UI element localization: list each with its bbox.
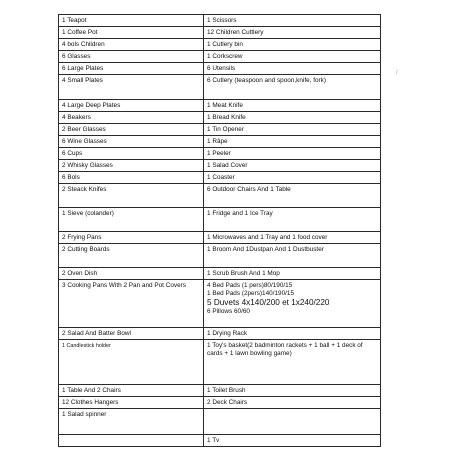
table-cell-left: 12 Clothes Hangers	[59, 397, 204, 409]
table-cell-right: 1 Meat Knife	[204, 100, 381, 112]
table-row	[59, 148, 381, 160]
table-cell-right	[204, 280, 381, 328]
table-row	[59, 232, 381, 244]
table-row	[59, 100, 381, 112]
table-cell-left: 4 bols Children	[59, 39, 204, 51]
table-cell-left: 6 Glasses	[59, 51, 204, 63]
table-cell-right: 1 Broom And 1Dustpan And 1 Dustbuster	[204, 244, 381, 268]
table-row	[59, 208, 381, 232]
table-row	[59, 112, 381, 124]
table-cell-right: 1 Cutlery bin	[204, 39, 381, 51]
table-cell-right: 12 Children Cuttlery	[204, 27, 381, 39]
table-cell-left: 6 Cups	[59, 148, 204, 160]
table-cell-left: 2 Beer Glasses	[59, 124, 204, 136]
table-cell-left: 1 Teapot	[59, 15, 204, 27]
table-cell-left: 3 Cooking Pans With 2 Pan and Pot Covers	[59, 280, 204, 328]
table-cell-right	[204, 409, 381, 435]
table-cell-left: 4 Large Deep Plates	[59, 100, 204, 112]
table-cell-right: 1 Scissors	[204, 15, 381, 27]
table-row	[59, 15, 381, 27]
table-row	[59, 39, 381, 51]
table-row	[59, 385, 381, 397]
table-cell-left: 2 Whisky Glasses	[59, 160, 204, 172]
table-cell-left: 2 Oven Dish	[59, 268, 204, 280]
table-cell-left: 1 Table And 2 Chairs	[59, 385, 204, 397]
table-row	[59, 268, 381, 280]
table-row	[59, 136, 381, 148]
table-row	[59, 244, 381, 268]
table-row	[59, 340, 381, 385]
table-cell-left: 2 Cutting Boards	[59, 244, 204, 268]
table-cell-left: 4 Small Plates	[59, 75, 204, 100]
table-cell-left: 6 Large Plates	[59, 63, 204, 75]
table-row	[59, 328, 381, 340]
table-cell-right: 1 Drying Rack	[204, 328, 381, 340]
table-cell-left: 1 Sieve (colander)	[59, 208, 204, 232]
table-cell-right: 1 Fridge and 1 Ice Tray	[204, 208, 381, 232]
table-cell-right: 1 Bread Knife	[204, 112, 381, 124]
table-cell-left	[59, 435, 204, 447]
table-cell-right: 1 Coaster	[204, 172, 381, 184]
inventory-table	[58, 14, 381, 447]
table-row	[59, 124, 381, 136]
table-row	[59, 75, 381, 100]
table-cell-right: 2 Deck Chairs	[204, 397, 381, 409]
table-cell-left: 2 Salad And Batter Bowl	[59, 328, 204, 340]
table-cell-right: 6 Cutlery (teaspoon and spoon,knife, fork)	[204, 75, 381, 100]
table-cell-right: 1 Tin Opener	[204, 124, 381, 136]
table-cell-right: 1 Microwaves and 1 Tray and 1 food cover	[204, 232, 381, 244]
table-cell-left: 6 Bols	[59, 172, 204, 184]
table-cell-right: 6 Outdoor Chairs And 1 Table	[204, 184, 381, 208]
pillows-line: 6 Pillows 60/60	[207, 308, 250, 315]
table-cell-right: 1 Toilet Brush	[204, 385, 381, 397]
table-row	[59, 435, 381, 447]
table-row	[59, 27, 381, 39]
table-row	[59, 184, 381, 208]
table-cell-right: 1 Toy's basket(2 badminton rackets + 1 ball + 1 deck of cards + 1 lawn bowling game)	[204, 340, 381, 385]
table-cell-left: 1 Salad spinner	[59, 409, 204, 435]
table-cell-right: 6 Utensils	[204, 63, 381, 75]
table-cell-left: 1 Coffee Pot	[59, 27, 204, 39]
table-row	[59, 51, 381, 63]
bed-pads-double-line: 1 Bed Pads (2pers)140/190/15	[207, 290, 295, 297]
table-row	[59, 160, 381, 172]
table-cell-right: 1 Râpe	[204, 136, 381, 148]
bed-pads-single-line: 4 Bed Pads (1 pers)80/190/15	[207, 282, 293, 289]
duvets-line: 5 Duvets 4x140/200 et 1x240/220	[207, 298, 330, 307]
table-cell-left: 2 Steack Knifes	[59, 184, 204, 208]
table-cell-left: 6 Wine Glasses	[59, 136, 204, 148]
table-row	[59, 409, 381, 435]
table-cell-left: 2 Frying Pans	[59, 232, 204, 244]
table-cell-left: 4 Beakers	[59, 112, 204, 124]
table-cell-right: 1 Tv	[204, 435, 381, 447]
table-row	[59, 172, 381, 184]
candlestick-text: 1 Candlestick holder	[62, 343, 111, 349]
stray-mark: /	[396, 70, 398, 76]
table-cell-right: 1 Peeler	[204, 148, 381, 160]
table-row	[59, 397, 381, 409]
table-row	[59, 280, 381, 328]
table-cell-right: 1 Salad Cover	[204, 160, 381, 172]
table-cell-left	[59, 340, 204, 385]
table-cell-right: 1 Scrub Brush And 1 Mop	[204, 268, 381, 280]
table-row	[59, 63, 381, 75]
table-cell-right: 1 Corkscrew	[204, 51, 381, 63]
